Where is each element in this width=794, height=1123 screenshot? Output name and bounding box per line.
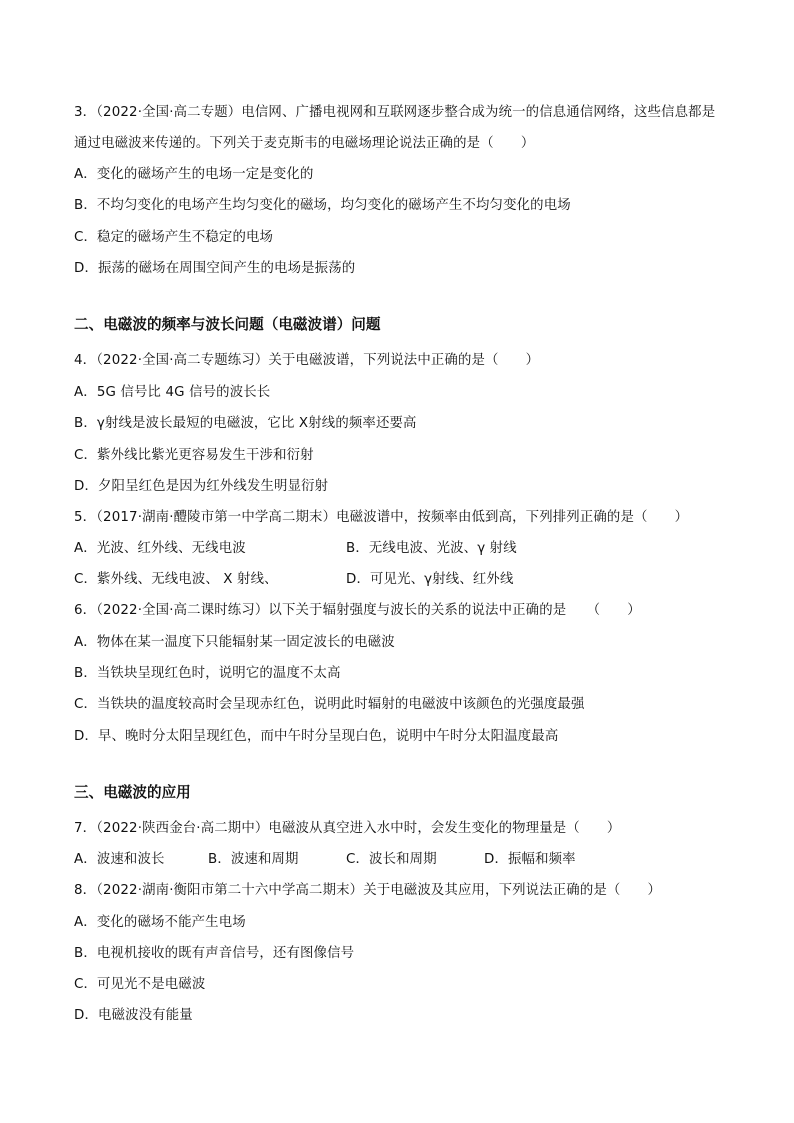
q4-option-b: B．γ射线是波长最短的电磁波，它比 X射线的频率还要高 — [74, 416, 417, 431]
q4-stem: 4．（2022·全国·高二专题练习）关于电磁波谱，下列说法中正确的是（ ） — [74, 353, 540, 368]
q7-stem: 7．（2022·陕西金台·高二期中）电磁波从真空进入水中时，会发生变化的物理量是（ ） — [74, 821, 621, 836]
q5-option-d: D．可见光、γ射线、红外线 — [346, 572, 514, 587]
q5-option-b: B．无线电波、光波、γ 射线 — [346, 541, 517, 556]
q7-option-d: D．振幅和频率 — [484, 852, 576, 867]
q8-option-a: A．变化的磁场不能产生电场 — [74, 915, 246, 930]
q6-option-a: A．物体在某一温度下只能辐射某一固定波长的电磁波 — [74, 635, 395, 650]
q8-stem: 8．（2022·湖南·衡阳市第二十六中学高二期末）关于电磁波及其应用，下列说法正确的是（ ） — [74, 883, 662, 898]
q3-option-c: C．稳定的磁场产生不稳定的电场 — [74, 230, 274, 245]
q7-option-c: C．波长和周期 — [346, 852, 437, 867]
q5-stem: 5．（2017·湖南·醴陵市第一中学高二期末）电磁波谱中，按频率由低到高，下列排列正确的是（ ） — [74, 510, 689, 525]
q3-option-b: B．不均匀变化的电场产生均匀变化的磁场，均匀变化的磁场产生不均匀变化的电场 — [74, 198, 571, 213]
q5-option-a: A．光波、红外线、无线电波 — [74, 541, 246, 556]
q6-option-c: C．当铁块的温度较高时会呈现赤红色，说明此时辐射的电磁波中该颜色的光强度最强 — [74, 697, 585, 712]
q7-option-b: B．波速和周期 — [208, 852, 299, 867]
q8-option-b: B．电视机接收的既有声音信号，还有图像信号 — [74, 946, 355, 961]
q4-option-c: C．紫外线比紫光更容易发生干涉和衍射 — [74, 448, 314, 463]
q8-option-c: C．可见光不是电磁波 — [74, 977, 206, 992]
q6-option-d: D．早、晚时分太阳呈现红色，而中午时分呈现白色，说明中午时分太阳温度最高 — [74, 729, 559, 744]
q3-option-a: A．变化的磁场产生的电场一定是变化的 — [74, 167, 314, 182]
section-heading-2: 二、电磁波的频率与波长问题（电磁波谱）问题 — [74, 316, 381, 333]
q4-option-d: D．夕阳呈红色是因为红外线发生明显衍射 — [74, 479, 329, 494]
q6-option-b: B．当铁块呈现红色时，说明它的温度不太高 — [74, 666, 341, 681]
q8-option-d: D．电磁波没有能量 — [74, 1008, 193, 1023]
q7-option-a: A．波速和波长 — [74, 852, 165, 867]
q3-option-d: D．振荡的磁场在周围空间产生的电场是振荡的 — [74, 261, 356, 276]
q3-stem-line2: 通过电磁波来传递的。下列关于麦克斯韦的电磁场理论说法正确的是（ ） — [74, 136, 535, 151]
q4-option-a: A．5G 信号比 4G 信号的波长长 — [74, 385, 271, 400]
q3-stem-line1: 3．（2022·全国·高二专题）电信网、广播电视网和互联网逐步整合成为统一的信息通信网络，这些信息都是 — [74, 105, 716, 120]
q6-stem: 6．（2022·全国·高二课时练习）以下关于辐射强度与波长的关系的说法中正确的是 （ ） — [74, 603, 641, 618]
q5-option-c: C．紫外线、无线电波、 X 射线、 — [74, 572, 278, 587]
section-heading-3: 三、电磁波的应用 — [74, 784, 191, 801]
